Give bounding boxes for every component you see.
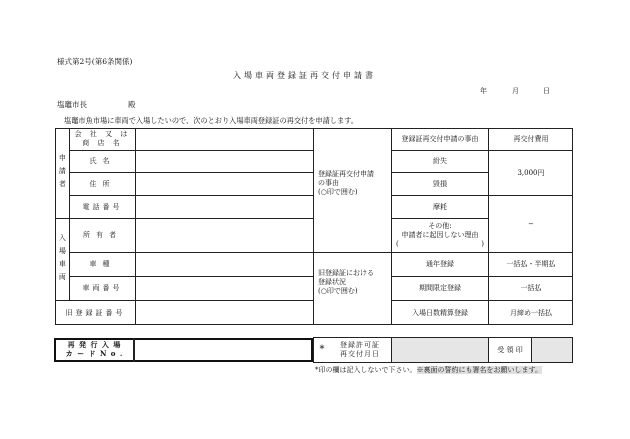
office-use-star: * — [319, 343, 325, 355]
reissue-reason-label-line3: (○印で囲む) — [318, 187, 358, 196]
old-registration-number-field[interactable] — [136, 301, 313, 325]
reason-other-line1: その他: — [428, 222, 452, 231]
reason-option-lost[interactable]: 紛失 — [433, 157, 447, 166]
old-status-label-line2: 登録状況 — [318, 277, 346, 286]
vehicle-type-field[interactable] — [136, 253, 313, 276]
reissue-reason-label-line2: の事由 — [318, 178, 339, 187]
reason-header: 登録証再交付申請の事由 — [401, 135, 479, 144]
address-label: 住所 — [89, 179, 116, 188]
name-label: 氏名 — [89, 157, 116, 166]
reissue-reason-label-line1: 登録証再交付申請 — [318, 170, 374, 178]
vehicle-number-label: 車両番号 — [82, 284, 123, 293]
company-name-label — [70, 128, 135, 150]
fee-header: 再交付費用 — [513, 135, 549, 144]
vehicle-number-field[interactable] — [136, 277, 313, 300]
old-registration-number-label: 旧登録証番号 — [65, 308, 126, 317]
company-name-label-line2: 商 店 名 — [82, 139, 123, 147]
status-option-daily[interactable]: 入場日数精算登録 — [412, 308, 468, 317]
footnote-highlight: ※裏面の誓約にも署名をお願いします。 — [416, 366, 542, 374]
reason-other-close-paren: ) — [481, 239, 484, 248]
phone-label: 電話番号 — [82, 202, 123, 211]
payment-option-limited[interactable]: 一括払 — [520, 284, 542, 293]
reissue-card-label-line2: カ ー ド N o . — [65, 349, 124, 358]
receipt-stamp-label: 受 領 印 — [497, 345, 523, 354]
reason-other-line2: 申請者に起因しない理由 — [401, 231, 479, 240]
footnote — [315, 365, 542, 375]
form-title: 入場車両登録証再交付申請書 — [233, 71, 376, 80]
vehicle-section-label: 入場車両 — [58, 233, 67, 286]
fee-other-value: − — [528, 219, 534, 228]
address-field[interactable] — [136, 173, 313, 195]
reissue-card-label-line1: 再 発 行 入 場 — [67, 340, 122, 350]
permit-reissue-date-label — [330, 338, 390, 362]
reissue-card-label — [56, 339, 133, 361]
vehicle-type-label: 車種 — [89, 260, 116, 269]
applicant-section-label: 申請者 — [58, 153, 67, 193]
receipt-stamp-field — [532, 338, 572, 362]
phone-field[interactable] — [136, 196, 313, 218]
reason-other-open-paren: ( — [396, 239, 399, 248]
status-option-annual[interactable]: 通年登録 — [426, 260, 454, 269]
date-month: 月 — [512, 87, 519, 95]
payment-option-daily[interactable]: 月締め一括払 — [510, 308, 552, 317]
old-status-label — [318, 269, 390, 305]
reissue-reason-label — [318, 170, 390, 206]
reason-option-damaged[interactable]: 毀損 — [433, 179, 447, 188]
status-option-limited[interactable]: 期間限定登録 — [419, 284, 461, 293]
name-field[interactable] — [136, 151, 313, 172]
addressee-honorific: 殿 — [128, 100, 136, 109]
owner-label: 所有者 — [83, 231, 122, 240]
payment-option-annual[interactable]: 一括払・半期払 — [506, 260, 556, 269]
footnote-main: *印の欄は記入しないで下さい。 — [315, 366, 417, 374]
date-day: 日 — [543, 87, 550, 95]
permit-label-line2: 再交付月日 — [340, 350, 380, 358]
old-status-label-line3: (○印で囲む) — [318, 286, 358, 295]
company-name-label-line1: 会 社 又 は — [74, 130, 131, 139]
date-year: 年 — [480, 87, 487, 95]
intro-text: 塩竈市魚市場に車両で入場したいので、次のとおり入場車両登録証の再交付を申請します。 — [64, 116, 358, 125]
permit-reissue-date-field — [392, 338, 488, 362]
addressee: 塩竈市長 — [57, 100, 87, 109]
old-status-label-line1: 旧登録証における — [318, 269, 374, 277]
reissue-card-number-field[interactable] — [136, 340, 311, 360]
fee-amount: 3,000円 — [517, 168, 545, 177]
company-name-field[interactable] — [136, 129, 313, 150]
form-number: 様式第2号(第6条関係) — [57, 57, 133, 66]
owner-field[interactable] — [136, 219, 313, 252]
permit-label-line1: 登録許可証 — [340, 341, 380, 350]
reason-option-worn[interactable]: 摩耗 — [433, 202, 447, 211]
reason-option-other[interactable] — [392, 219, 488, 252]
